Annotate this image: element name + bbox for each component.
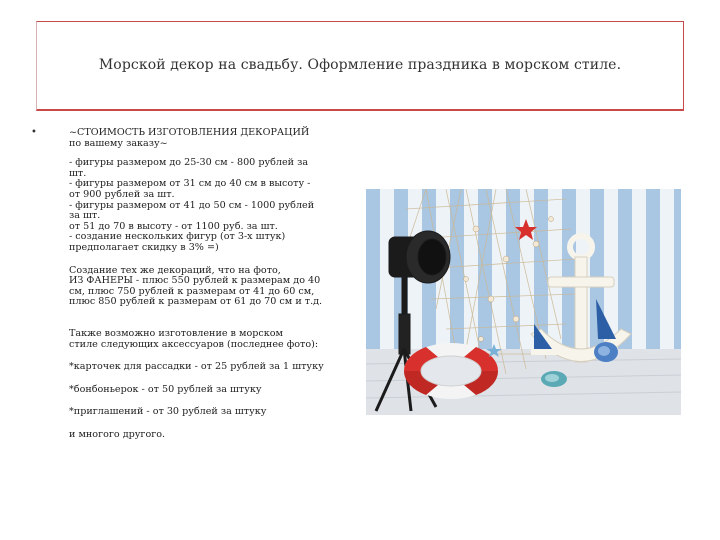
price-line: шт.	[69, 167, 87, 179]
header-line: ~СТОИМОСТЬ ИЗГОТОВЛЕНИЯ ДЕКОРАЦИЙ	[69, 127, 310, 138]
nautical-decor-photo	[366, 189, 681, 415]
item-bonbonnieres: *бонбоньерок - от 50 рублей за штуку	[69, 383, 262, 395]
item-invitations: *приглашений - от 30 рублей за штуку	[69, 406, 267, 418]
accessory-line: Также возможно изготовление в морском	[69, 327, 283, 339]
plywood-line: см, плюс 750 рублей к размерам от 41 до 60 см,	[69, 285, 315, 297]
item-cards: *карточек для рассадки - от 25 рублей за 1 штуку	[69, 361, 324, 373]
plywood-line: плюс 850 рублей к размерам от 61 до 70 см и т.д.	[69, 296, 323, 308]
accessory-line: стиле следующих аксессуаров (последнее фото):	[69, 338, 319, 350]
price-line: - фигуры размером от 41 до 50 см - 1000 рублей	[69, 199, 315, 211]
plywood-line: ИЗ ФАНЕРЫ - плюс 550 рублей к размерам до 40	[69, 275, 321, 287]
bullet-mark: •	[31, 127, 37, 138]
header-line: по вашему заказу~	[69, 137, 168, 149]
price-line: от 900 рублей за шт.	[69, 188, 175, 200]
item-more: и многого другого.	[69, 428, 166, 440]
price-line: - фигуры размером до 25-30 см - 800 рублей за	[69, 157, 309, 169]
price-line: за шт.	[69, 210, 101, 222]
price-line: - создание нескольких фигур (от 3-х штук)	[69, 231, 286, 243]
plywood-line: Создание тех же декораций, что на фото,	[69, 264, 281, 276]
title-box	[36, 21, 684, 111]
price-line: предполагает скидку в 3% =)	[69, 241, 219, 253]
slide-title: Морской декор на свадьбу. Оформление праздника в морском стиле.	[98, 57, 622, 73]
content-block	[69, 128, 359, 440]
price-line: - фигуры размером от 31 см до 40 см в высоту -	[69, 178, 311, 190]
price-line: от 51 до 70 в высоту - от 1100 руб. за шт.	[69, 220, 278, 232]
